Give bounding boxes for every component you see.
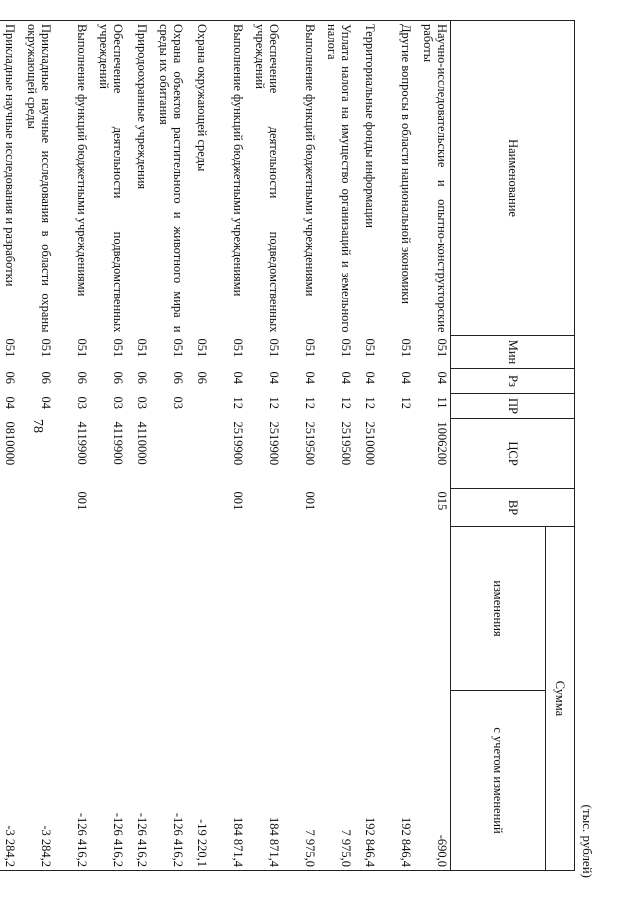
cell-pr: 04 — [0, 394, 19, 419]
cell-csr: 4119900 — [75, 421, 90, 465]
cell-pr: 12 — [303, 396, 318, 409]
cell-min: 051 — [339, 338, 354, 358]
cell-vr — [319, 489, 355, 527]
cell-vr: 001 — [303, 491, 318, 511]
cell-with-changes: 184 871,4 — [211, 691, 247, 871]
cell-min: 051 — [75, 338, 90, 358]
cell-with-changes: -126 416,2 — [55, 691, 91, 871]
cell-min: 051 — [267, 338, 282, 358]
cell-pr: 03 — [171, 396, 186, 409]
cell-changes — [211, 527, 247, 691]
cell-min: 051 — [399, 338, 414, 358]
rotated-page-content — [3, 20, 595, 880]
cell-with-changes: 192 846,4 — [379, 691, 415, 871]
cell-min: 051 — [435, 338, 449, 358]
cell-csr: 2519500 — [339, 421, 354, 466]
cell-changes — [319, 527, 355, 691]
cell-rz: 06 — [111, 371, 126, 384]
cell-with-changes: -3 284,2 — [0, 691, 19, 871]
cell-rz: 04 — [399, 371, 414, 384]
cell-vr — [0, 489, 19, 527]
cell-name: Выполнение функций бюджетными учреждениями — [211, 21, 247, 336]
table-row — [283, 21, 319, 871]
cell-name: Прикладные научные исследования в области охраны окружающей среды — [19, 21, 55, 336]
table-row — [91, 21, 127, 871]
cell-vr — [151, 489, 187, 527]
cell-name: Охрана объектов растительного и животного мира и среды их обитания — [151, 21, 187, 336]
cell-csr — [19, 419, 55, 489]
cell-rz: 06 — [171, 371, 186, 384]
cell-min: 051 — [363, 338, 378, 358]
cell-with-changes: 7 975,0 — [319, 691, 355, 871]
cell-rz: 06 — [75, 371, 90, 384]
cell-name: Охрана окружающей среды — [187, 21, 211, 336]
cell-rz: 04 — [267, 371, 282, 384]
cell-rz: 06 — [135, 371, 150, 384]
cell-name: Обеспечение деятельности подведомственных учреждений — [247, 21, 283, 336]
table-row — [355, 21, 379, 871]
cell-pr: 12 — [231, 396, 246, 409]
cell-vr — [379, 489, 415, 527]
cell-vr — [91, 489, 127, 527]
cell-pr: 04 — [39, 396, 54, 409]
cell-csr: 2519900 — [267, 421, 282, 466]
cell-changes — [187, 527, 211, 691]
header-pr: ПР — [451, 394, 575, 419]
cell-changes — [355, 527, 379, 691]
cell-rz: 04 — [363, 371, 378, 384]
header-changes: изменения — [451, 527, 546, 691]
cell-rz: 04 — [303, 371, 318, 384]
cell-name: Прикладные научные исследования и разработки — [0, 21, 19, 336]
cell-with-changes: -690,0 — [415, 691, 451, 871]
cell-pr: 11 — [435, 396, 449, 409]
cell-csr: 2519900 — [231, 421, 246, 466]
table-row — [379, 21, 415, 871]
cell-changes — [127, 527, 151, 691]
cell-vr: 001 — [75, 491, 90, 511]
header-rz: Рз — [451, 369, 575, 394]
cell-vr: 001 — [231, 491, 246, 511]
table-row — [0, 21, 19, 871]
cell-changes — [0, 527, 19, 691]
table-row — [187, 21, 211, 871]
cell-vr — [187, 489, 211, 527]
cell-pr: 12 — [267, 396, 282, 409]
cell-pr: 12 — [363, 396, 378, 409]
cell-name: Территориальные фонды информации — [355, 21, 379, 336]
cell-with-changes: 184 871,4 — [247, 691, 283, 871]
cell-csr: 2519500 — [303, 421, 318, 466]
cell-with-changes: 7 975,0 — [283, 691, 319, 871]
cell-min: 051 — [135, 338, 150, 358]
table-row — [319, 21, 355, 871]
cell-csr: 4110000 — [135, 421, 150, 465]
cell-csr: 1006200 — [435, 421, 449, 466]
cell-csr: 0810000 — [0, 419, 19, 489]
cell-min: 051 — [303, 338, 318, 358]
cell-min: 051 — [111, 338, 126, 358]
cell-csr: 4119900 — [111, 421, 126, 465]
cell-rz: 04 — [435, 371, 449, 384]
cell-csr — [379, 419, 415, 489]
cell-csr — [151, 419, 187, 489]
table-row — [55, 21, 91, 871]
cell-pr: 03 — [75, 396, 90, 409]
cell-with-changes: 192 846,4 — [355, 691, 379, 871]
cell-min: 051 — [171, 338, 186, 358]
cell-vr — [247, 489, 283, 527]
cell-vr: 015 — [435, 491, 449, 511]
cell-vr — [127, 489, 151, 527]
cell-vr — [19, 489, 55, 527]
cell-min: 051 — [39, 338, 54, 358]
header-sum: Сумма — [546, 527, 575, 871]
header-name: Наименование — [451, 21, 575, 336]
cell-with-changes: -3 284,2 — [19, 691, 55, 871]
header-with-changes: с учетом изменений — [451, 691, 546, 871]
cell-changes — [247, 527, 283, 691]
cell-rz: 06 — [0, 369, 19, 394]
header-min: Мин — [451, 336, 575, 369]
cell-changes — [283, 527, 319, 691]
cell-with-changes: -126 416,2 — [127, 691, 151, 871]
cell-name: Выполнение функций бюджетными учреждениями — [55, 21, 91, 336]
budget-table — [0, 20, 575, 871]
table-row — [415, 21, 451, 871]
cell-min: 051 — [231, 338, 246, 358]
cell-pr: 03 — [135, 396, 150, 409]
header-vr: ВР — [451, 489, 575, 527]
cell-changes — [379, 527, 415, 691]
page-number: 78 — [30, 419, 45, 433]
table-row — [247, 21, 283, 871]
cell-changes — [91, 527, 127, 691]
cell-rz: 04 — [339, 371, 354, 384]
cell-name: Уплата налога на имущество организаций и земельного налога — [319, 21, 355, 336]
cell-with-changes: -126 416,2 — [151, 691, 187, 871]
cell-name: Другие вопросы в области национальной экономики — [379, 21, 415, 336]
cell-with-changes: -126 416,2 — [91, 691, 127, 871]
cell-changes — [151, 527, 187, 691]
cell-csr — [187, 419, 211, 489]
cell-min: 051 — [195, 338, 210, 358]
cell-name: Обеспечение деятельности подведомственных учреждений — [91, 21, 127, 336]
table-row — [127, 21, 151, 871]
header-csr: ЦСР — [451, 419, 575, 489]
cell-name: Природоохранные учреждения — [127, 21, 151, 336]
cell-pr — [187, 394, 211, 419]
cell-changes — [415, 527, 451, 691]
cell-pr: 12 — [339, 396, 354, 409]
cell-changes — [19, 527, 55, 691]
cell-name: Выполнение функций бюджетными учреждениями — [283, 21, 319, 336]
table-row — [211, 21, 247, 871]
cell-min: 051 — [0, 336, 19, 369]
cell-rz: 06 — [39, 371, 54, 384]
cell-name: Научно-исследовательские и опытно-конструкторские работы — [415, 21, 451, 336]
cell-pr: 03 — [111, 396, 126, 409]
cell-with-changes: -19 220,1 — [187, 691, 211, 871]
cell-changes — [55, 527, 91, 691]
cell-vr — [355, 489, 379, 527]
unit-note: (тыс. рублей) — [580, 804, 595, 878]
cell-csr: 2510000 — [363, 421, 378, 466]
table-body — [0, 21, 451, 871]
cell-rz: 04 — [231, 371, 246, 384]
table-row — [151, 21, 187, 871]
cell-pr: 12 — [399, 396, 414, 409]
table-row — [19, 21, 55, 871]
cell-rz: 06 — [195, 371, 210, 384]
